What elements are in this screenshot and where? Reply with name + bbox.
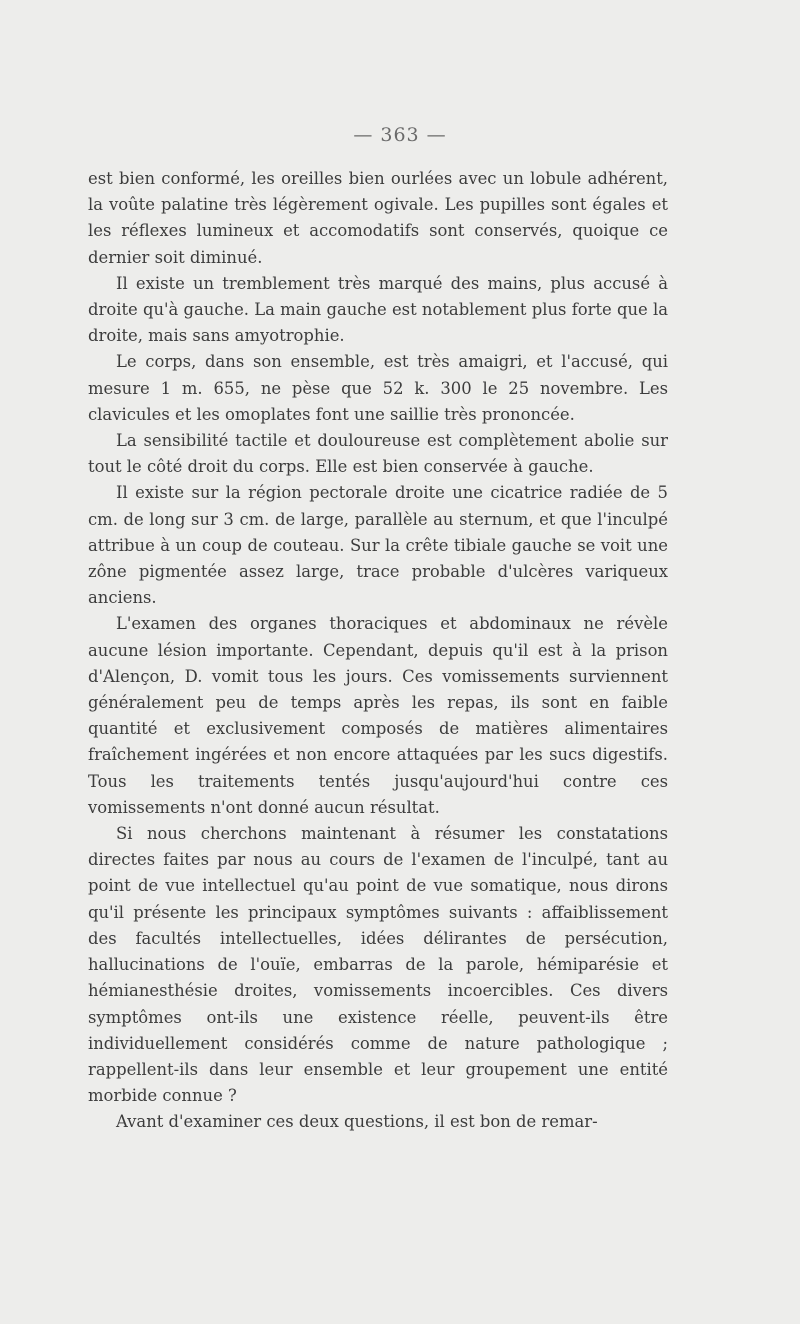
- page-number: — 363 —: [353, 124, 447, 146]
- paragraph: Si nous cherchons maintenant à résumer les constatations directes faites par nous au cours de l'examen de l'inculpé, tant au point de vue intellectuel qu'au point de vue somatique, nous dirons qu'il présente les principaux symptômes suivants : affaiblissement des facultés intellectuelles, idées délirantes de persécution, hallucinations de l'ouïe, embarras de la parole, hémiparésie et hémianesthésie droites, vomissements incoercibles. Ces divers symptômes ont-ils une existence réelle, peuvent-ils être individuellement considérés comme de nature pathologique ; rappellent-ils dans leur ensemble et leur groupement une entité morbide connue ?: [88, 824, 668, 1106]
- body-text: [88, 166, 668, 1136]
- paragraph: Il existe un tremblement très marqué des mains, plus accusé à droite qu'à gauche. La main gauche est notablement plus forte que la droite, mais sans amyotrophie.: [88, 273, 668, 346]
- paragraph: Le corps, dans son ensemble, est très amaigri, et l'accusé, qui mesure 1 m. 655, ne pèse que 52 k. 300 le 25 novembre. Les clavicules et les omoplates font une saillie très prononcée.: [88, 352, 668, 424]
- paragraph: Avant d'examiner ces deux questions, il est bon de remar-: [116, 1112, 598, 1132]
- paragraph: L'examen des organes thoraciques et abdominaux ne révèle aucune lésion importante. Cependant, depuis qu'il est à la prison d'Alençon, D. vomit tous les jours. Ces vomissements surviennent généralement peu de temps après les repas, ils sont en faible quantité et exclusivement composés de matières alimentaires fraîchement ingérées et non encore attaquées par les sucs digestifs. Tous les traitements tentés jusqu'aujourd'hui contre ces vomissements n'ont donné aucun résultat.: [88, 614, 668, 817]
- paragraph: est bien conformé, les oreilles bien ourlées avec un lobule adhérent, la voûte palatine très légèrement ogivale. Les pupilles sont égales et les réflexes lumineux et accomodatifs sont conservés, quoique ce dernier soit diminué.: [88, 169, 668, 267]
- paragraph: Il existe sur la région pectorale droite une cicatrice radiée de 5 cm. de long sur 3 cm. de large, parallèle au sternum, et que l'inculpé attribue à un coup de couteau. Sur la crête tibiale gauche se voit une zône pigmentée assez large, trace probable d'ulcères variqueux anciens.: [88, 483, 668, 608]
- paragraph: La sensibilité tactile et douloureuse est complètement abolie sur tout le côté droit du corps. Elle est bien conservée à gauche.: [88, 431, 668, 477]
